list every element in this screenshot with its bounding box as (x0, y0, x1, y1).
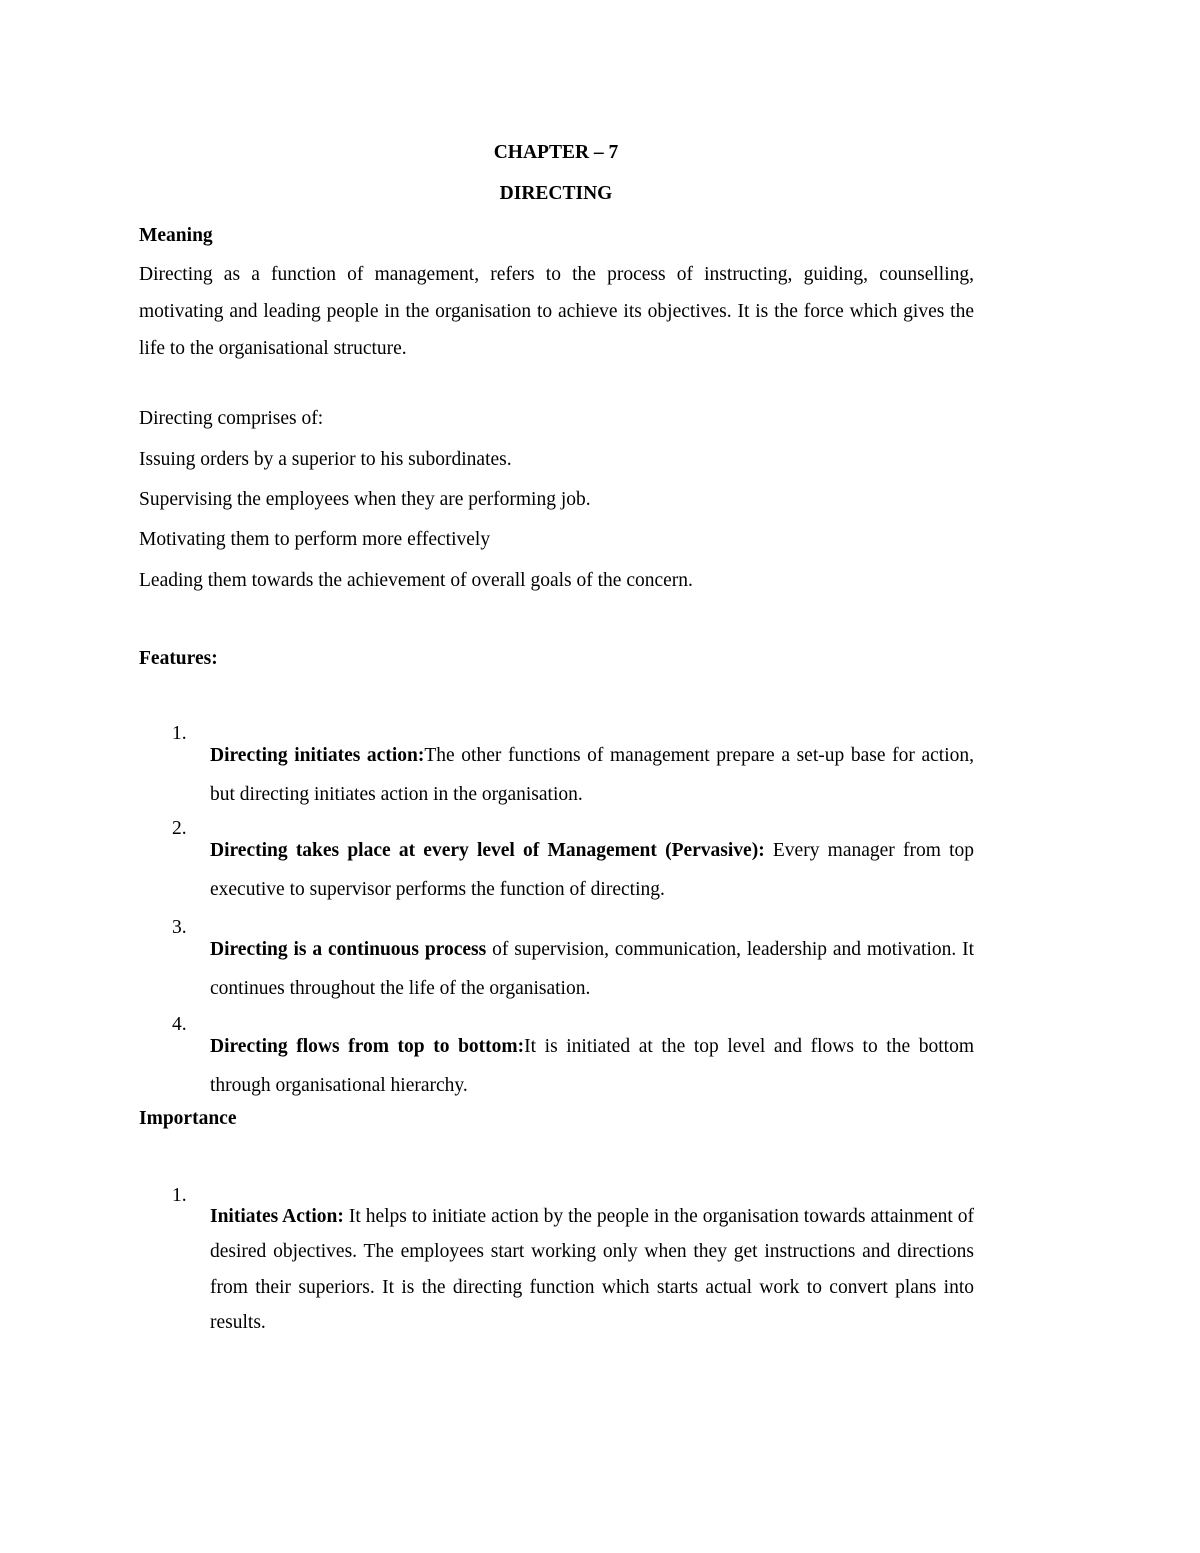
list-item-term: Directing takes place at every level of Management (Pervasive): (210, 839, 765, 861)
comprises-line: Leading them towards the achievement of overall goals of the concern. (139, 570, 693, 591)
comprises-intro: Directing comprises of: (139, 408, 324, 429)
list-number: 1. (172, 1185, 187, 1206)
list-number: 2. (172, 818, 187, 839)
list-item-body: It is initiated at the top level and flows to the bottom through organisational hierarchy. (210, 1035, 974, 1096)
comprises-line: Supervising the employees when they are performing job. (139, 489, 591, 510)
list-item-body: Every manager from top executive to supervisor performs the function of directing. (210, 839, 974, 900)
list-item-body: It helps to initiate action by the people in the organisation towards attainment of desired objectives. The employees start working only when they get instructions and directions from their superiors. It is the directing function which starts actual work to convert plans into results. (210, 1205, 974, 1333)
list-item-term: Initiates Action: (210, 1205, 344, 1227)
list-item-text (210, 736, 974, 814)
list-number: 1. (172, 723, 187, 744)
list-item-text (210, 930, 974, 1008)
comprises-line: Issuing orders by a superior to his subordinates. (139, 449, 512, 470)
list-number: 3. (172, 917, 187, 938)
page-title: DIRECTING (499, 183, 613, 204)
list-number: 4. (172, 1014, 187, 1035)
list-item-body: of supervision, communication, leadership and motivation. It continues throughout the life of the organisation. (210, 938, 975, 999)
meaning-heading: Meaning (139, 225, 213, 246)
meaning-paragraph: Directing as a function of management, refers to the process of instructing, guiding, counselling, motivating and leading people in the organisation to achieve its objectives. It is the force which gives the life to the organisational structure. (139, 264, 974, 359)
comprises-line: Motivating them to perform more effectively (139, 529, 491, 550)
list-item-term: Directing initiates action: (210, 744, 425, 766)
list-item-text (210, 1027, 974, 1105)
importance-heading: Importance (139, 1108, 237, 1129)
list-item-body: The other functions of management prepare a set-up base for action, but directing initiates action in the organisation. (210, 744, 974, 805)
chapter-label: CHAPTER – 7 (493, 142, 619, 163)
list-item-term: Directing is a continuous process (210, 938, 487, 960)
list-item-term: Directing flows from top to bottom: (210, 1035, 525, 1057)
list-item-text (210, 831, 974, 909)
list-item-text (210, 1199, 974, 1341)
features-heading: Features: (139, 648, 218, 669)
